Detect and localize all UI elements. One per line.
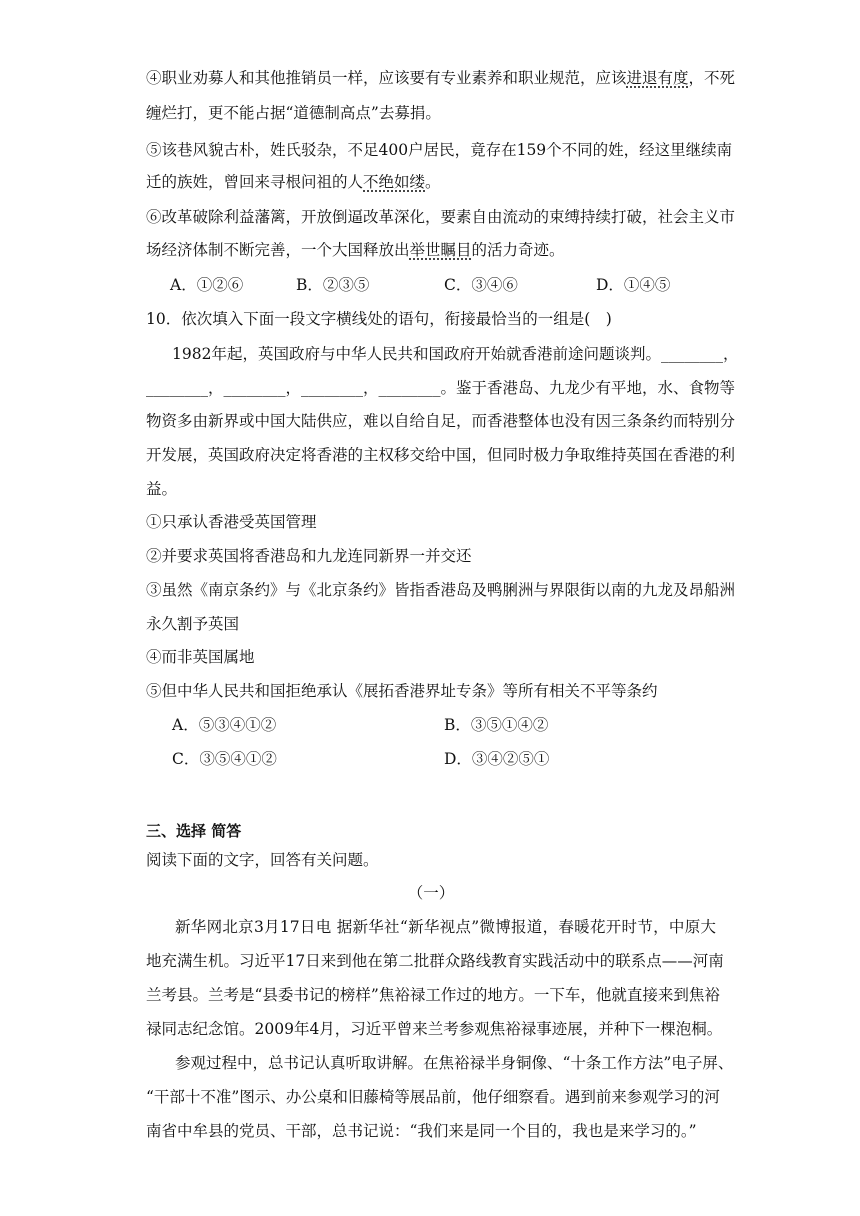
text-segment: 。: [425, 173, 441, 191]
article-line3: 兰考县。兰考是“县委书记的榜样”焦裕禄工作过的地方。一下车，他就直接来到焦裕: [146, 986, 720, 1004]
q10-item-3-line1: ③虽然《南京条约》与《北京条约》皆指香港岛及鸭脷洲与界限街以南的九龙及昂船洲: [146, 581, 736, 599]
q9-option-a[interactable]: A．①②⑥: [170, 276, 244, 294]
q9-item-5-line2: [146, 172, 716, 192]
q9-option-b[interactable]: B．②③⑤: [296, 276, 370, 294]
q10-passage-line5: 益。: [146, 480, 178, 498]
text-segment: 场经济体制不断完善，一个大国释放出: [146, 241, 410, 259]
q10-item-2: ②并要求英国将香港岛和九龙连同新界一并交还: [146, 547, 472, 565]
q10-passage-line1: 1982年起，英国政府与中华人民共和国政府开始就香港前途问题谈判。________，: [172, 345, 739, 363]
q9-item-5-line1: ⑤该巷风貌古朴，姓氏驳杂，不足400户居民，竟存在159个不同的姓，经这里继续南: [146, 141, 733, 159]
dotted-word: 举世瞩目: [409, 241, 472, 259]
q10-option-d[interactable]: D．③④②⑤①: [444, 750, 550, 768]
q10-item-4: ④而非英国属地: [146, 648, 255, 666]
q10-passage-line4: 开发展，英国政府决定将香港的主权移交给中国，但同时极力争取维持英国在香港的利: [146, 446, 736, 464]
article-line7: 南省中牟县的党员、干部，总书记说：“我们来是同一个目的，我也是来学习的。”: [146, 1122, 697, 1140]
q10-stem: 10．依次填入下面一段文字横线处的语句，衔接最恰当的一组是( ): [146, 310, 612, 328]
article-line4: 禄同志纪念馆。2009年4月，习近平曾来兰考参观焦裕禄事迹展，并种下一棵泡桐。: [146, 1020, 723, 1038]
article-line6: “干部十不准”图示、办公桌和旧藤椅等展品前，他仔细察看。遇到前来参观学习的河: [146, 1088, 720, 1106]
q9-item-4-line2: 缠烂打，更不能占据“道德制高点”去募捐。: [146, 104, 441, 122]
article-line2: 地充满生机。习近平17日来到他在第二批群众路线教育实践活动中的联系点——河南: [146, 952, 724, 970]
q10-option-b[interactable]: B．③⑤①④②: [444, 716, 549, 734]
text-segment: ，不死: [688, 69, 736, 87]
q10-item-5: ⑤但中华人民共和国拒绝承认《展拓香港界址专条》等所有相关不平等条约: [146, 682, 658, 700]
dotted-word: 进退有度: [626, 69, 689, 87]
q10-item-3-line2: 永久割予英国: [146, 615, 240, 633]
q10-item-1: ①只承认香港受英国管理: [146, 513, 317, 531]
q9-option-d[interactable]: D．①④⑤: [596, 276, 671, 294]
article-line1: 新华网北京3月17日电 据新华社“新华视点”微博报道，春暖花开时节，中原大: [175, 918, 716, 936]
q10-option-a[interactable]: A．⑤③④①②: [172, 716, 277, 734]
q9-item-6-line1: ⑥改革破除利益藩篱，开放倒逼改革深化，要素自由流动的束缚持续打破，社会主义市: [146, 208, 736, 226]
q9-item-4-line1: [146, 68, 736, 88]
dotted-word: 不绝如缕: [363, 173, 426, 191]
part-heading: （一）: [407, 884, 455, 902]
text-segment: 的活力奇迹。: [471, 241, 565, 259]
text-segment: ④职业劝募人和其他推销员一样，应该要有专业素养和职业规范，应该: [146, 69, 627, 87]
section-instruction: 阅读下面的文字，回答有关问题。: [146, 851, 379, 869]
q9-option-c[interactable]: C．③④⑥: [444, 276, 518, 294]
q10-option-c[interactable]: C．③⑤④①②: [172, 750, 277, 768]
q9-item-6-line2: [146, 240, 716, 260]
q10-passage-line2: ________，________，________，________。鉴于香港岛、九龙少有平地，水、食物等: [146, 379, 736, 397]
section-heading: 三、选择 简答: [146, 822, 242, 840]
text-segment: 迁的族姓，曾回来寻根问祖的人: [146, 173, 364, 191]
q10-passage-line3: 物资多由新界或中国大陆供应，难以自给自足，而香港整体也没有因三条条约而特别分: [146, 412, 736, 430]
article-line5: 参观过程中，总书记认真听取讲解。在焦裕禄半身铜像、“十条工作方法”电子屏、: [175, 1054, 734, 1072]
